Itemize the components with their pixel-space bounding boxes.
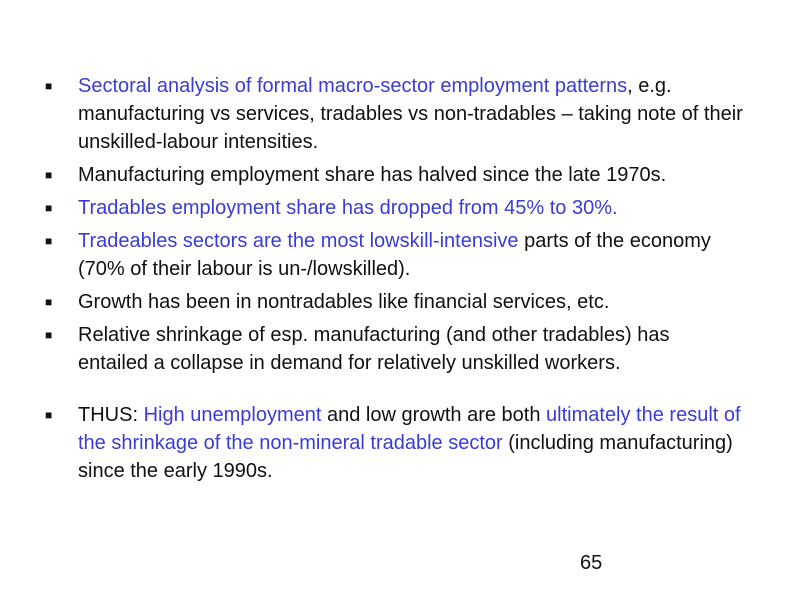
- bullet-text: THUS:: [78, 404, 144, 426]
- bullet-text-highlight: High unemployment: [143, 404, 322, 426]
- bullet-text: Relative shrinkage of esp. manufacturing (and other tradables) has entailed a collapse in demand for relatively unskilled workers.: [78, 324, 670, 374]
- bullet-square-icon: ■: [45, 234, 53, 248]
- bullet-text-highlight: Tradeables sectors are the most lowskill-intensive: [78, 230, 519, 252]
- bullet-item: [45, 72, 745, 156]
- bullet-text: , e.g. manufacturing vs services, tradables vs non-tradables – taking note of their unskilled-labour intensities.: [78, 75, 743, 153]
- bullet-item-conclusion: [45, 401, 745, 485]
- bullet-item: [45, 321, 745, 377]
- bullet-square-icon: ■: [45, 201, 53, 215]
- bullet-square-icon: ■: [45, 168, 53, 182]
- bullet-item: [45, 161, 745, 189]
- bullet-text: Growth has been in nontradables like financial services, etc.: [78, 291, 610, 313]
- bullet-text-highlight: Tradables employment share has dropped from 45% to 30%.: [78, 197, 618, 219]
- bullet-text-highlight: ultimately the result of the shrinkage of the non-mineral tradable sector: [78, 404, 741, 454]
- bullet-text: (including manufacturing) since the early 1990s.: [78, 432, 733, 482]
- bullet-item: [45, 227, 745, 283]
- bullet-text: Manufacturing employment share has halved since the late 1970s.: [78, 164, 667, 186]
- bullet-square-icon: ■: [45, 79, 53, 93]
- bullet-item: [45, 194, 745, 222]
- bullet-text-highlight: Sectoral analysis of formal macro-sector employment patterns: [78, 75, 628, 97]
- bullet-list: [45, 72, 745, 490]
- bullet-item: [45, 288, 745, 316]
- bullet-text: and low growth are both: [321, 404, 547, 426]
- bullet-square-icon: ■: [45, 328, 53, 342]
- page-number: 65: [580, 552, 603, 574]
- bullet-text: parts of the economy (70% of their labour is un-/lowskilled).: [78, 230, 711, 280]
- bullet-square-icon: ■: [45, 295, 53, 309]
- bullet-square-icon: ■: [45, 408, 53, 422]
